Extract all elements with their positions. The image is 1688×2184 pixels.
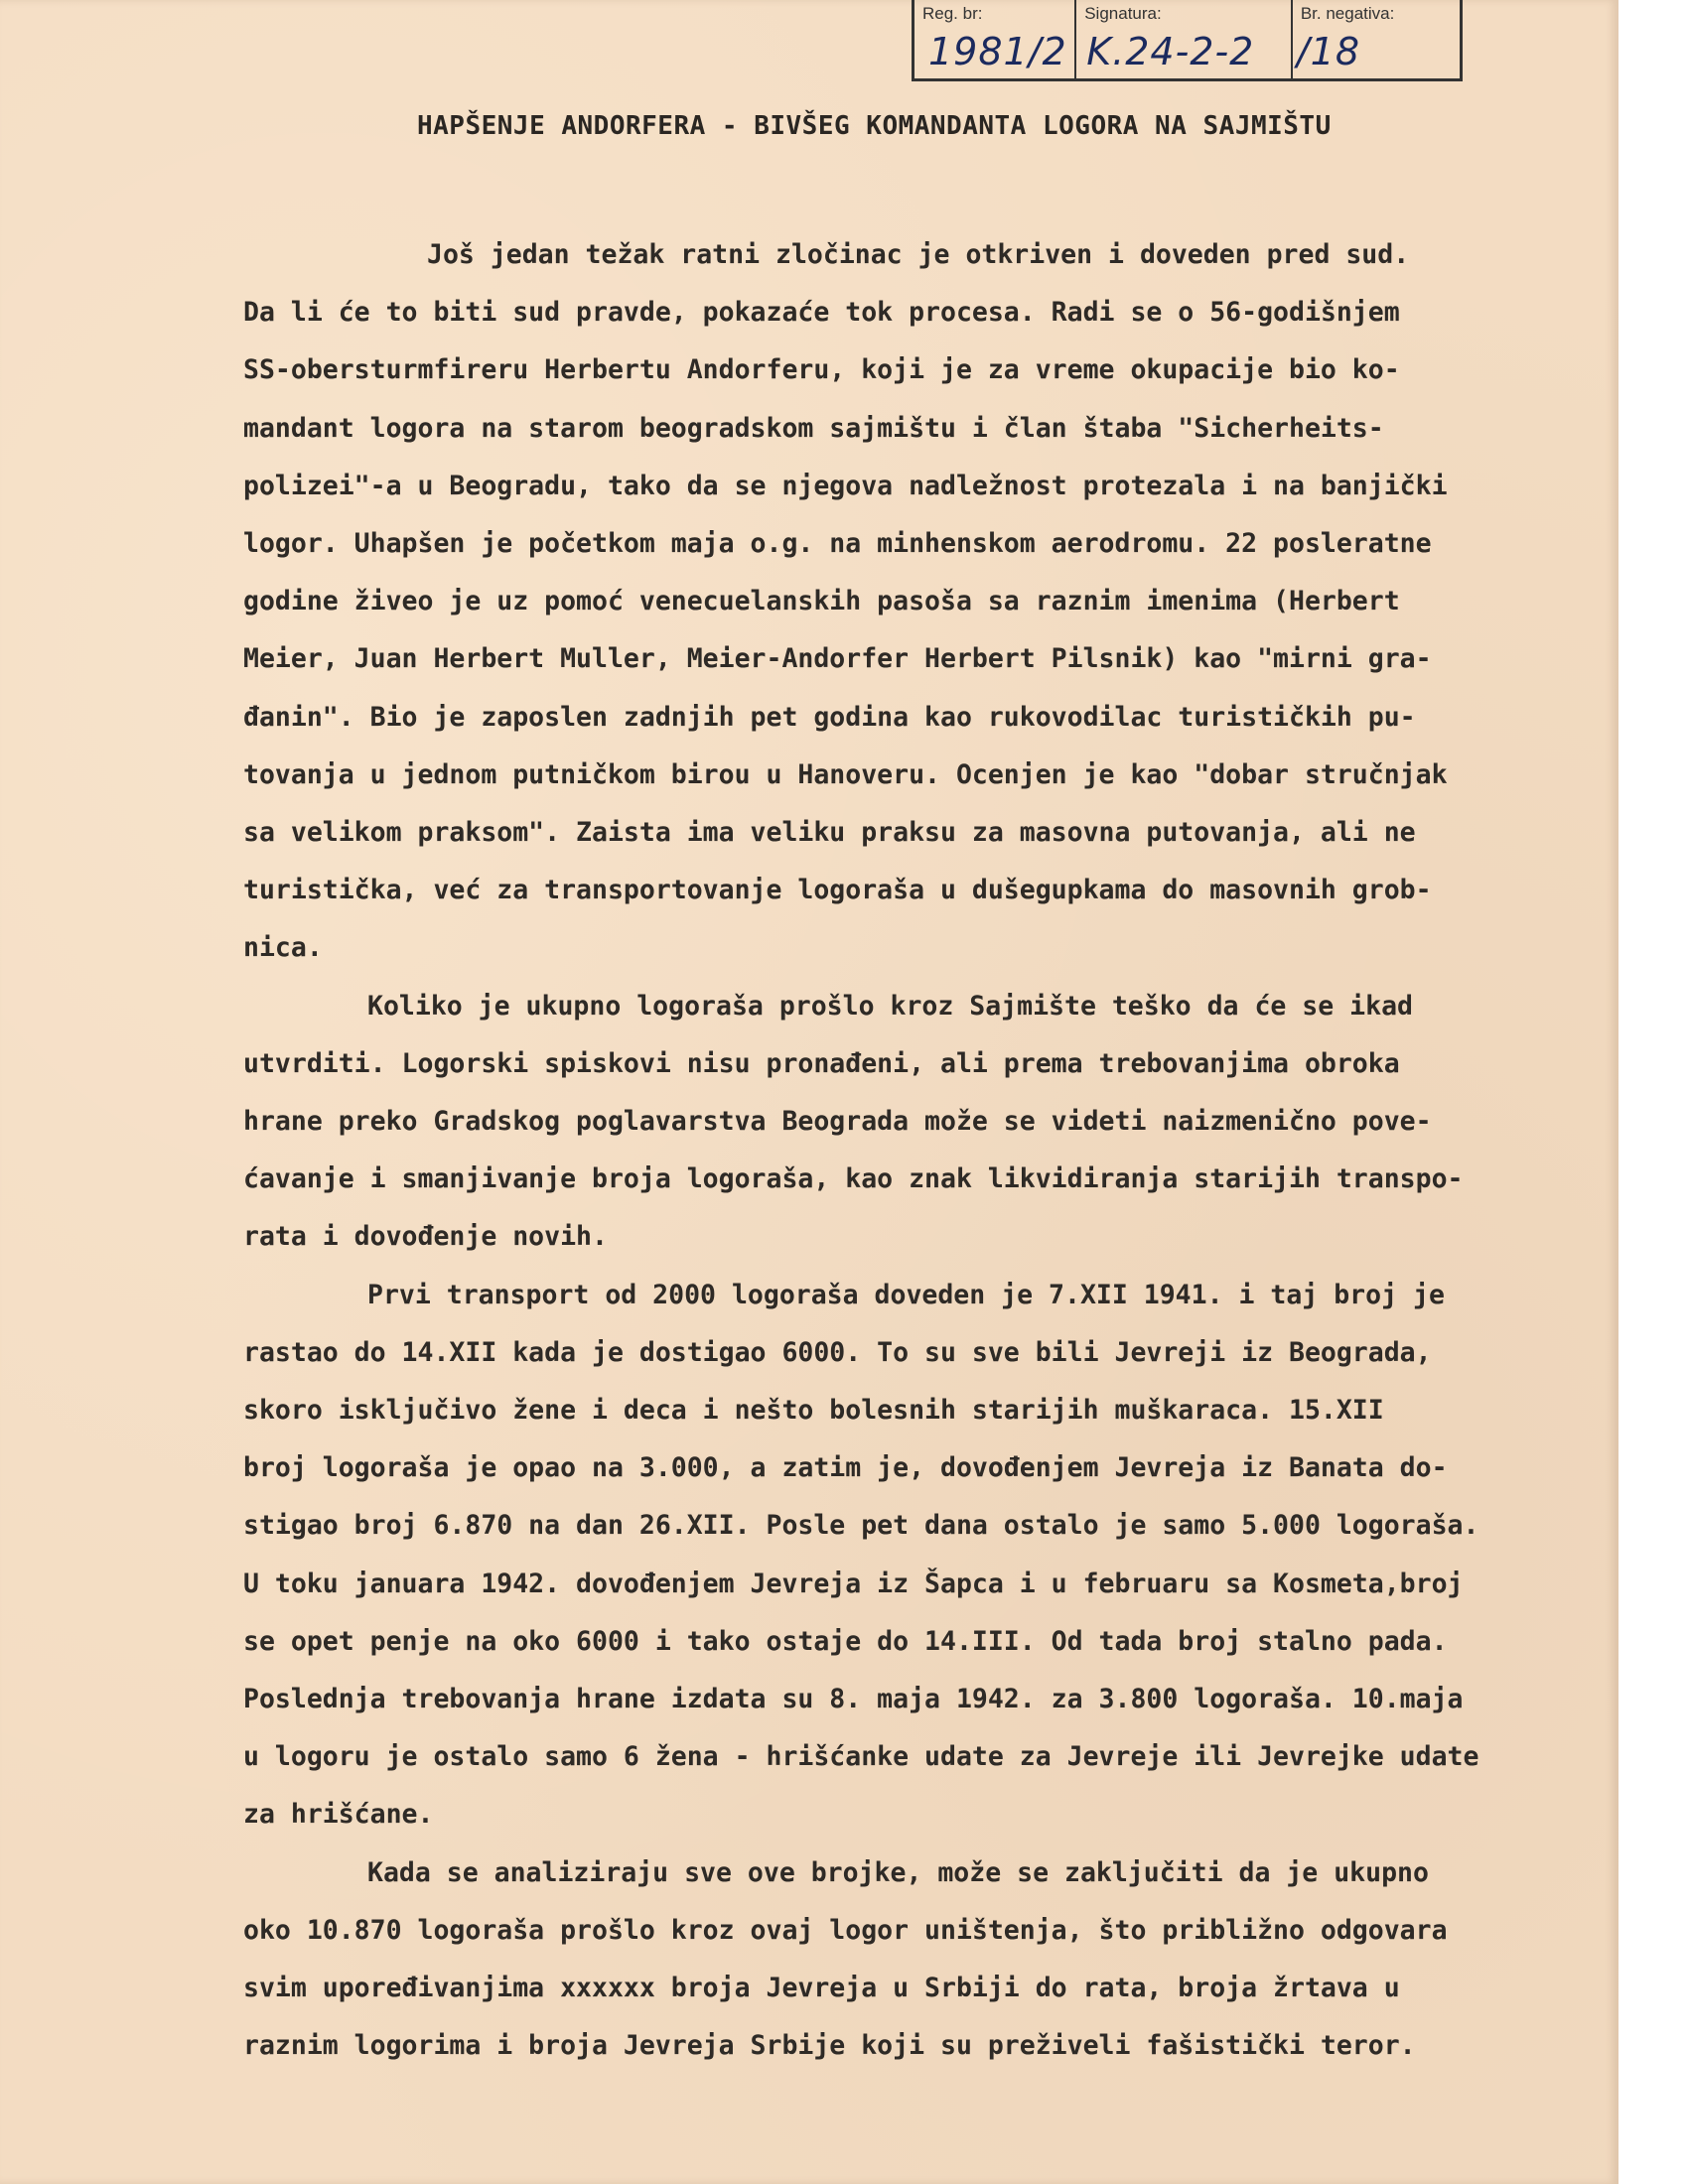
archive-stamp <box>912 0 1463 81</box>
stamp-cell-reg <box>914 0 1076 78</box>
text-line: U toku januara 1942. dovođenjem Jevreja iz Šapca i u februaru sa Kosmeta,broj <box>243 1568 1464 1599</box>
text-line: polizei"-a u Beogradu, tako da se njegova nadležnost protezala i na banjički <box>243 470 1448 501</box>
text-line: hrane preko Gradskog poglavarstva Beograda može se videti naizmenično pove- <box>243 1106 1432 1138</box>
text-line: sa velikom praksom". Zaista ima veliku praksu za masovna putovanja, ali ne <box>243 817 1416 849</box>
scan-margin <box>1618 0 1688 2184</box>
text-line: nica. <box>243 932 323 964</box>
paragraph-3 <box>243 1267 1604 1844</box>
text-line: Koliko je ukupno logoraša prošlo kroz Sajmište teško da će se ikad <box>367 990 1413 1022</box>
text-line: đanin". Bio je zaposlen zadnjih pet godina kao rukovodilac turističkih pu- <box>243 701 1416 733</box>
text-line: Poslednja trebovanja hrane izdata su 8. maja 1942. za 3.800 logoraša. 10.maja <box>243 1684 1464 1715</box>
text-line: za hrišćane. <box>243 1799 434 1831</box>
text-line: stigao broj 6.870 na dan 26.XII. Posle pet dana ostalo je samo 5.000 logoraša. <box>243 1510 1479 1542</box>
text-line: SS-obersturmfireru Herbertu Andorferu, koji je za vreme okupacije bio ko- <box>243 354 1400 386</box>
document-body <box>243 226 1604 2076</box>
paragraph-1 <box>243 226 1604 978</box>
text-line: se opet penje na oko 6000 i tako ostaje do 14.III. Od tada broj stalno pada. <box>243 1625 1448 1657</box>
text-line: svim upoređivanjima xxxxxx broja Jevreja u Srbiji do rata, broja žrtava u <box>243 1973 1400 2004</box>
stamp-negative-label: Br. negativa: <box>1300 4 1395 23</box>
stamp-reg-label: Reg. br: <box>922 4 983 23</box>
text-line: rastao do 14.XII kada je dostigao 6000. To su sve bili Jevreji iz Beograda, <box>243 1336 1432 1368</box>
stamp-reg-value: 1981/2 <box>928 30 1067 73</box>
text-line: mandant logora na starom beogradskom sajmištu i član štaba "Sicherheits- <box>243 412 1384 444</box>
paragraph-4 <box>243 1844 1604 2076</box>
text-line: logor. Uhapšen je početkom maja o.g. na minhenskom aerodromu. 22 posleratne <box>243 528 1432 560</box>
text-line: Da li će to biti sud pravde, pokazaće tok procesa. Radi se o 56-godišnjem <box>243 297 1400 329</box>
text-line: raznim logorima i broja Jevreja Srbije koji su preživeli fašistički teror. <box>243 2030 1416 2062</box>
text-line: Prvi transport od 2000 logoraša doveden je 7.XII 1941. i taj broj je <box>367 1279 1445 1310</box>
stamp-signature-value: K.24-2-2 <box>1086 30 1255 73</box>
stamp-cell-negative <box>1293 0 1460 78</box>
text-line: rata i dovođenje novih. <box>243 1221 608 1253</box>
stamp-cell-signature <box>1076 0 1293 78</box>
text-line: oko 10.870 logoraša prošlo kroz ovaj logor uništenja, što približno odgovara <box>243 1914 1448 1946</box>
text-line: u logoru je ostalo samo 6 žena - hrišćanke udate za Jevreje ili Jevrejke udate <box>243 1741 1479 1773</box>
text-line: broj logoraša je opao na 3.000, a zatim je, dovođenjem Jevreja iz Banata do- <box>243 1452 1448 1484</box>
stamp-signature-label: Signatura: <box>1084 4 1162 23</box>
document-title: HAPŠENJE ANDORFERA - BIVŠEG KOMANDANTA LOGORA NA SAJMIŠTU <box>417 111 1332 141</box>
text-line: Meier, Juan Herbert Muller, Meier-Andorfer Herbert Pilsnik) kao "mirni gra- <box>243 643 1432 675</box>
text-line: skoro isključivo žene i deca i nešto bolesnih starijih muškaraca. 15.XII <box>243 1395 1384 1427</box>
text-line: Još jedan težak ratni zločinac je otkriven i doveden pred sud. <box>427 239 1410 270</box>
text-line: tovanja u jednom putničkom birou u Hanoveru. Ocenjen je kao "dobar stručnjak <box>243 758 1448 790</box>
stamp-negative-value: /18 <box>1296 30 1360 73</box>
text-line: utvrditi. Logorski spiskovi nisu pronađeni, ali prema trebovanjima obroka <box>243 1047 1400 1079</box>
text-line: turistička, već za transportovanje logoraša u dušegupkama do masovnih grob- <box>243 875 1432 906</box>
text-line: Kada se analiziraju sve ove brojke, može se zaključiti da je ukupno <box>367 1856 1429 1888</box>
paragraph-2 <box>243 978 1604 1267</box>
text-line: ćavanje i smanjivanje broja logoraša, kao znak likvidiranja starijih transpo- <box>243 1163 1464 1195</box>
text-line: godine živeo je uz pomoć venecuelanskih pasoša sa raznim imenima (Herbert <box>243 586 1400 617</box>
